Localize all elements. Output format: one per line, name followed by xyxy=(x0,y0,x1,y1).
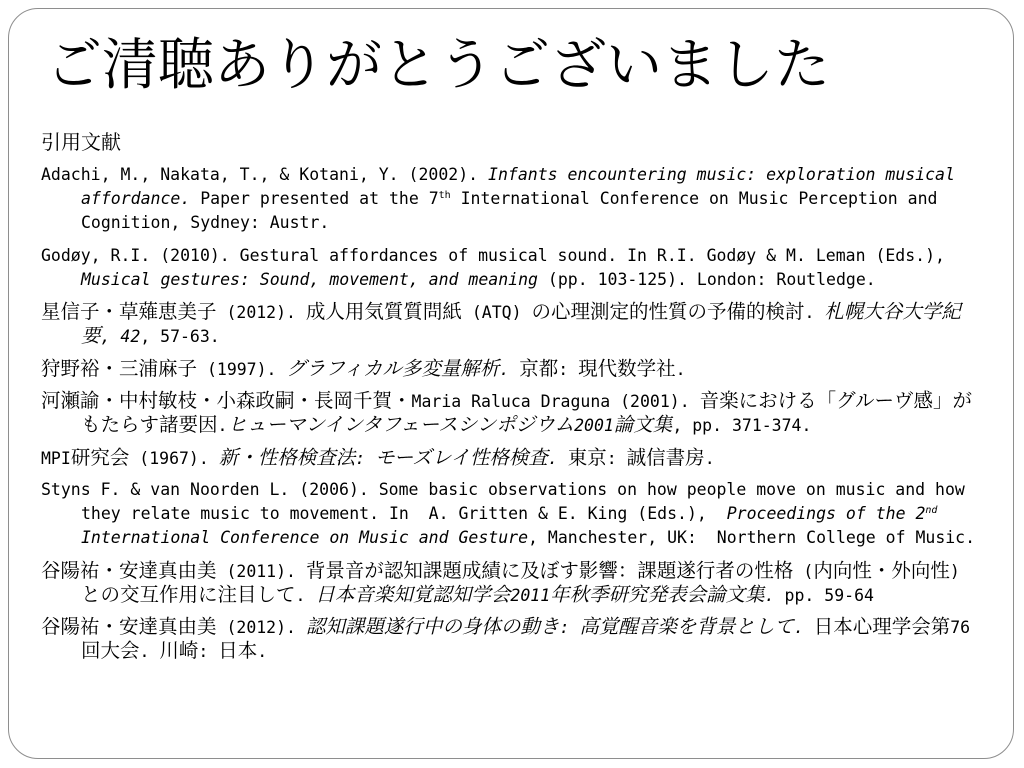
reference-text: 京都: 現代数学社. xyxy=(519,356,686,380)
reference-line xyxy=(41,639,1007,663)
slide-title: ご清聴ありがとうございました xyxy=(46,33,830,98)
reference-text: 回大会. 川崎: 日本. xyxy=(81,639,268,662)
cjk-run: 回大会 xyxy=(81,639,140,662)
reference-entry xyxy=(41,478,1007,550)
cjk-run: 年秋季研究発表会論文集 xyxy=(550,582,765,606)
reference-text: , pp. 371-374. xyxy=(672,416,812,435)
reference-italic-text: 新・性格検査法: モーズレイ性格検査. xyxy=(218,445,558,469)
reference-italic-text: グラフィカル多変量解析. xyxy=(286,356,510,380)
reference-text: 谷陽祐・安達真由美 (2012). xyxy=(41,615,306,638)
cjk-run: 新・性格検査法 xyxy=(218,445,356,469)
reference-line xyxy=(41,244,1007,268)
reference-line xyxy=(41,187,1007,211)
cjk-run: 川崎 xyxy=(159,639,199,662)
reference-entry xyxy=(41,389,1007,437)
cjk-run: 論文集 xyxy=(613,413,673,436)
reference-entry xyxy=(41,244,1007,292)
reference-line xyxy=(41,324,1007,348)
cjk-run: もたらす諸要因 xyxy=(81,413,218,436)
reference-text: pp. 59-64 xyxy=(774,585,874,605)
cjk-run: 認知課題遂行中の身体の動き xyxy=(305,615,560,638)
reference-line xyxy=(41,526,1007,550)
reference-text: との交互作用に注目して. xyxy=(81,582,316,606)
reference-text: 河瀬諭・中村敏枝・小森政嗣・長岡千賀・Maria Raluca Draguna (2001). 音楽における「グルーヴ感」が xyxy=(41,389,973,412)
cjk-run: 成人用気質質問紙 xyxy=(305,300,462,323)
reference-line xyxy=(41,357,1007,381)
reference-text: , Manchester, UK: Northern College of Music. xyxy=(528,528,976,547)
reference-text: Paper presented at the 7 xyxy=(190,189,439,208)
reference-text: 狩野裕・三浦麻子 (1997). xyxy=(41,356,287,380)
cjk-run: 内向性・外向性 xyxy=(813,558,950,582)
reference-text: 星信子・草薙恵美子 (2012). 成人用気質質問紙 (ATQ) の心理測定的性質の予備的検討. xyxy=(41,300,825,323)
reference-italic-text: 認知課題遂行中の身体の動き: 高覚醒音楽を背景として. xyxy=(305,615,804,638)
cjk-run: 誠信書房 xyxy=(626,445,705,469)
superscript-text: th xyxy=(438,190,451,201)
cjk-run: ヒューマンインタフェースシンポジウム xyxy=(227,413,575,436)
reference-italic-text: Proceedings of the 2 xyxy=(726,504,926,523)
references-list xyxy=(41,163,1007,672)
reference-text: 東京: 誠信書房. xyxy=(567,445,715,469)
reference-line xyxy=(41,211,1007,235)
reference-line xyxy=(41,502,1007,526)
reference-italic-text: 日本音楽知覚認知学会2011年秋季研究発表会論文集. xyxy=(315,582,775,606)
cjk-run: 京都 xyxy=(519,356,559,380)
cjk-run: グラフィカル多変量解析 xyxy=(286,356,500,380)
reference-line xyxy=(41,389,1007,413)
cjk-run: 日本 xyxy=(218,639,258,662)
reference-text: they relate music to movement. In A. Gritten & E. King (Eds.), xyxy=(81,504,727,523)
reference-text: 谷陽祐・安達真由美 (2011). 背景音が認知課題成績に及ぼす影響：課題遂行者の性格 (内向性・外向性) xyxy=(41,558,960,582)
cjk-run: 狩野裕・三浦麻子 xyxy=(41,356,198,380)
reference-italic-text: 要, 42 xyxy=(81,324,141,347)
cjk-run: 高覚醒音楽を背景として xyxy=(579,615,794,638)
cjk-run: 背景音が認知課題成績に及ぼす影響：課題遂行者の性格 xyxy=(305,558,794,582)
reference-line xyxy=(41,413,1007,437)
cjk-run: 現代数学社 xyxy=(578,356,676,380)
cjk-run: 谷陽祐・安達真由美 xyxy=(41,615,217,638)
cjk-run: 谷陽祐・安達真由美 xyxy=(41,558,217,582)
cjk-run: 河瀬諭・中村敏枝・小森政嗣・長岡千賀・ xyxy=(41,389,412,412)
cjk-run: 日本音楽知覚認知学会 xyxy=(315,582,511,606)
reference-line xyxy=(41,300,1007,324)
reference-entry xyxy=(41,163,1007,235)
reference-italic-text: Musical gestures: Sound, movement, and meaning xyxy=(81,269,538,289)
reference-text: International Conference on Music Perception and xyxy=(450,189,938,208)
reference-text: Cognition, Sydney: Austr. xyxy=(81,213,330,232)
slide xyxy=(8,8,1014,759)
reference-line xyxy=(41,615,1007,639)
reference-italic-text xyxy=(824,300,961,323)
references-heading: 引用文献 xyxy=(41,130,121,154)
cjk-run: 要 xyxy=(81,324,101,347)
reference-italic-text: affordance. xyxy=(81,189,191,208)
superscript-text: nd xyxy=(925,505,938,516)
reference-entry xyxy=(41,300,1007,348)
reference-italic-text: Infants encountering music: exploration musical xyxy=(488,165,955,184)
reference-text: もたらす諸要因. xyxy=(81,413,228,436)
cjk-run: モーズレイ性格検査 xyxy=(375,445,548,469)
reference-line xyxy=(41,583,1007,607)
reference-entry xyxy=(41,357,1007,381)
reference-text: Styns F. & van Noorden L. (2006). Some basic observations on how people move on music and how xyxy=(41,480,965,499)
reference-text: 日本心理学会第76 xyxy=(813,615,971,638)
reference-text: , 57-63. xyxy=(140,327,220,346)
reference-line xyxy=(41,559,1007,583)
cjk-run: との交互作用に注目して xyxy=(81,582,296,606)
reference-entry xyxy=(41,559,1007,607)
reference-italic-text: ヒューマンインタフェースシンポジウム2001論文集 xyxy=(227,413,673,436)
reference-line xyxy=(41,446,1007,470)
cjk-run: 星信子・草薙恵美子 xyxy=(41,300,217,323)
reference-text: Adachi, M., Nakata, T., & Kotani, Y. (2002). xyxy=(41,165,489,184)
reference-text: MPI研究会 (1967). xyxy=(41,445,219,469)
cjk-run: 札幌大谷大学紀 xyxy=(824,300,961,323)
cjk-run: 日本心理学会第 xyxy=(813,615,951,638)
reference-line xyxy=(41,268,1007,292)
reference-text: (pp. 103-125). London: Routledge. xyxy=(537,269,876,289)
cjk-run: 研究会 xyxy=(70,445,130,469)
reference-entry xyxy=(41,615,1007,663)
reference-line xyxy=(41,163,1007,187)
cjk-run: の心理測定的性質の予備的検討 xyxy=(531,300,805,323)
cjk-run: 東京 xyxy=(567,445,607,469)
reference-text: Godøy, R.I. (2010). Gestural affordances of musical sound. In R.I. Godøy & M. Leman (Eds.), xyxy=(41,245,945,265)
cjk-run: 音楽における「グルーヴ感」が xyxy=(699,389,973,412)
reference-line xyxy=(41,478,1007,502)
reference-italic-text: International Conference on Music and Gesture xyxy=(81,528,529,547)
reference-entry xyxy=(41,446,1007,470)
